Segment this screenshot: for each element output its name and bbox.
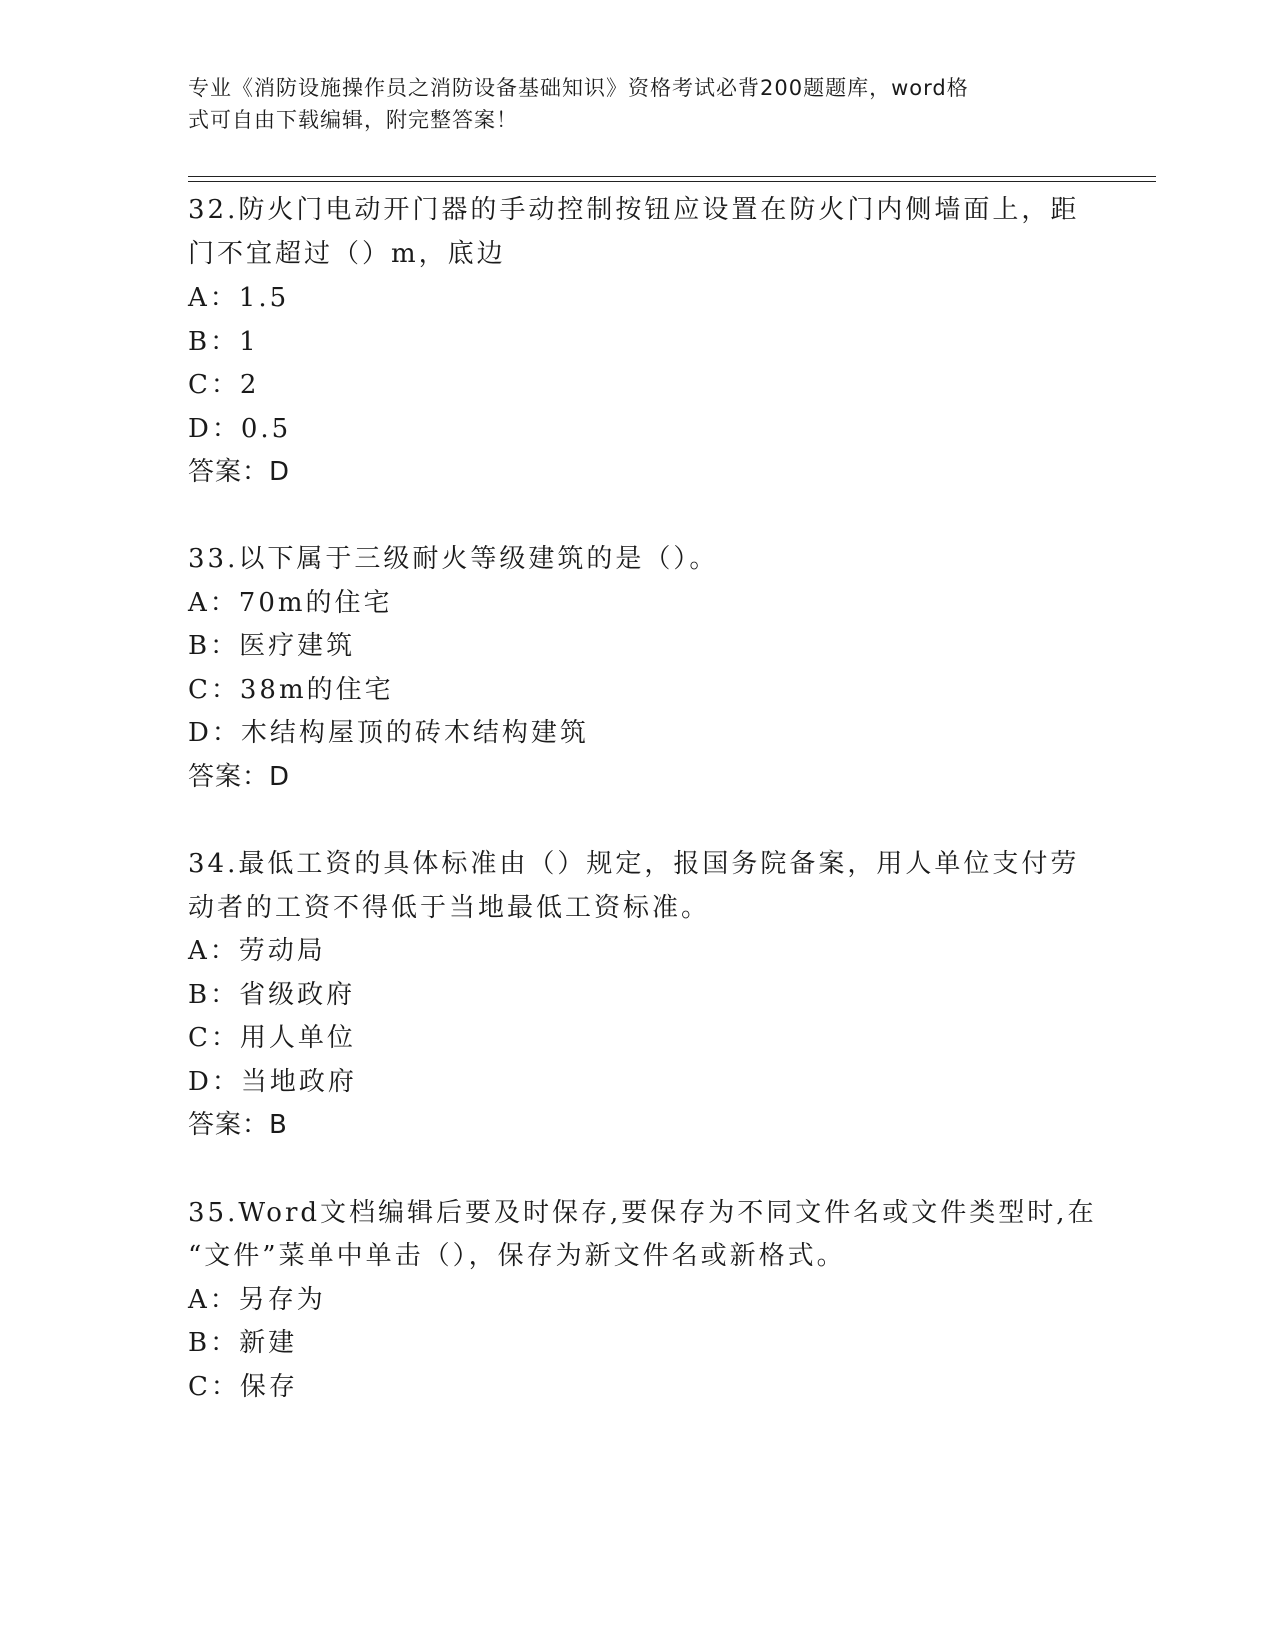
header-rule-top — [188, 176, 1156, 177]
option-d: D：当地政府 — [188, 1067, 357, 1097]
option-a: A：劳动局 — [188, 936, 326, 966]
question-stem-line: 32.防火门电动开门器的手动控制按钮应设置在防火门内侧墙面上，距 — [188, 195, 1080, 225]
question-stem-line: 35.Word文档编辑后要及时保存,要保存为不同文件名或文件类型时,在 — [188, 1198, 1097, 1228]
option-a: A：另存为 — [188, 1285, 326, 1315]
option-c: C：38m的住宅 — [188, 675, 394, 705]
answer: 答案：D — [188, 762, 291, 792]
option-b: B：新建 — [188, 1328, 298, 1358]
question-stem-line: “文件”菜单中单击（），保存为新文件名或新格式。 — [188, 1241, 846, 1271]
document-header — [188, 72, 1068, 136]
header-line-1: 专业《消防设施操作员之消防设备基础知识》资格考试必背200题题库，word格 — [188, 76, 969, 100]
header-line-2: 式可自由下载编辑，附完整答案！ — [188, 108, 518, 132]
header-rule-bottom — [188, 181, 1156, 182]
question-stem-line: 34.最低工资的具体标准由（）规定，报国务院备案，用人单位支付劳 — [188, 849, 1080, 879]
option-c: C：用人单位 — [188, 1023, 356, 1053]
option-b: B：1 — [188, 327, 259, 357]
answer: 答案：D — [188, 457, 291, 487]
option-a: A：70m的住宅 — [188, 588, 393, 618]
question-stem-line: 动者的工资不得低于当地最低工资标准。 — [188, 893, 711, 923]
option-d: D：0.5 — [188, 414, 292, 444]
option-a: A：1.5 — [188, 283, 290, 313]
option-d: D：木结构屋顶的砖木结构建筑 — [188, 718, 589, 748]
answer: 答案：B — [188, 1110, 288, 1140]
option-c: C：保存 — [188, 1372, 298, 1402]
option-b: B：医疗建筑 — [188, 631, 356, 661]
option-b: B：省级政府 — [188, 980, 356, 1010]
question-stem-line: 门不宜超过（）m，底边 — [188, 239, 506, 269]
question-stem-line: 33.以下属于三级耐火等级建筑的是（）。 — [188, 544, 719, 574]
option-c: C：2 — [188, 370, 260, 400]
